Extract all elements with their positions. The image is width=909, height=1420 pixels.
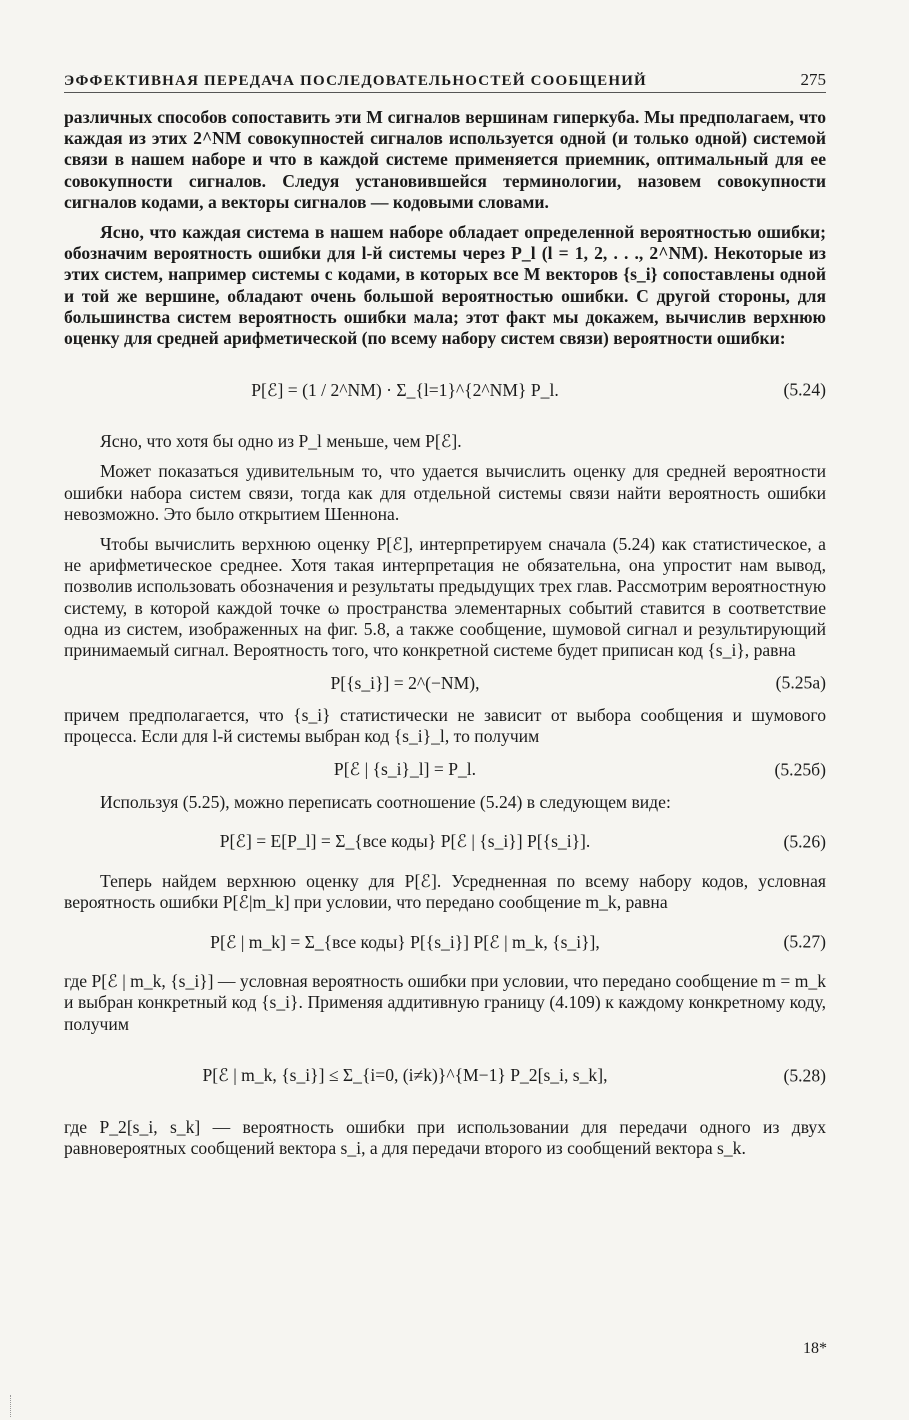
margin-mark [10, 1395, 12, 1417]
equation-body: P[{s_i}] = 2^(−NM), [330, 672, 480, 693]
header-title: ЭФФЕКТИВНАЯ ПЕРЕДАЧА ПОСЛЕДОВАТЕЛЬНОСТЕЙ СООБЩЕНИЙ [64, 73, 647, 89]
paragraph: Может показаться удивительным то, что удается вычислить оценку для средней вероятности ошибки набора систем связи, тогда как для отдельной системы связи найти вероятность ошибки невозможно. Это было открытием Шеннона. [64, 461, 826, 524]
equation-body: P[ℰ | {s_i}_l] = P_l. [333, 759, 477, 780]
paragraph: различных способов сопоставить эти M сигналов вершинам гиперкуба. Мы предполагаем, что каждая из этих 2^NM совокупностей сигналов используется одной (и только одной) системой связи в нашем наборе и что в каждой системе применяется приемник, оптимальный для ее совокупности сигналов. Следуя установившейся терминологии, назовем совокупности сигналов кодами, а векторы сигналов — кодовыми словами. [64, 107, 826, 212]
equation-body: P[ℰ | m_k, {s_i}] ≤ Σ_{i=0, (i≠k)}^{M−1} P_2[s_i, s_k], [202, 1065, 608, 1086]
equation-tag: (5.28) [783, 1065, 826, 1086]
equation [64, 917, 826, 967]
equation [64, 752, 826, 788]
equation-body: P[ℰ] = E[P_l] = Σ_{все коды} P[ℰ | {s_i}] P[{s_i}]. [219, 831, 591, 852]
paragraph: Теперь найдем верхнюю оценку для P[ℰ]. Усредненная по всему набору кодов, условная вероятность ошибки P[ℰ|m_k] при условии, что передано сообщение m_k, равна [64, 870, 826, 913]
equation-body: P[ℰ | m_k] = Σ_{все коды} P[{s_i}] P[ℰ | m_k, {s_i}], [210, 931, 600, 952]
equation-body: P[ℰ] = (1 / 2^NM) · Σ_{l=1}^{2^NM} P_l. [251, 379, 559, 400]
paragraph: Ясно, что хотя бы одно из P_l меньше, чем P[ℰ]. [100, 431, 462, 452]
paragraph: причем предполагается, что {s_i} статистически не зависит от выбора сообщения и шумового процесса. Если для l-й системы выбран код {s_i}_l, то получим [64, 705, 826, 747]
signature-mark: 18* [803, 1340, 827, 1357]
paragraph: где P[ℰ | m_k, {s_i}] — условная вероятность ошибки при условии, что передано сообщение m = m_k и выбран конкретный код {s_i}. Применяя аддитивную границу (4.109) к каждому конкретному коду, получим [64, 971, 826, 1034]
equation-tag: (5.24) [783, 379, 826, 400]
paragraph: Ясно, что каждая система в нашем наборе обладает определенной вероятностью ошибки; обозначим вероятность ошибки для l-й системы через P_l (l = 1, 2, . . ., 2^NM). Некоторые из этих систем, например системы с кодами, в которых все M векторов {s_i} сопоставлены одной и той же вершине, обладают очень большой вероятностью ошибки. С другой стороны, для большинства систем вероятность ошибки мала; этот факт мы докажем, вычислив верхнюю оценку для средней арифметической (по всему набору систем связи) вероятности ошибки: [64, 222, 826, 349]
page [64, 70, 826, 1159]
equation-tag: (5.26) [783, 831, 826, 852]
equation-tag: (5.25б) [774, 759, 826, 780]
page-number: 275 [800, 70, 826, 89]
equation-tag: (5.27) [783, 931, 826, 952]
equation [64, 353, 826, 427]
equation [64, 817, 826, 867]
equation [64, 665, 826, 701]
equation-tag: (5.25a) [775, 672, 826, 693]
paragraph: Используя (5.25), можно переписать соотношение (5.24) в следующем виде: [100, 791, 671, 812]
paragraph: Чтобы вычислить верхнюю оценку P[ℰ], интерпретируем сначала (5.24) как статистическое, а не арифметическое среднее. Хотя такая интерпретация не обязательна, она упростит нам вывод, позволив использовать обозначения и результаты предыдущих трех глав. Рассмотрим вероятностную систему, в которой каждой точке ω пространства элементарных событий ставится в соответствие одна из систем, изображенных на фиг. 5.8, а также сообщение, шумовой сигнал и результирующий принимаемый сигнал. Вероятность того, что конкретной системе будет приписан код {s_i}, равна [64, 534, 826, 661]
running-header [64, 70, 826, 93]
paragraph: где P_2[s_i, s_k] — вероятность ошибки при использовании для передачи одного из двух равновероятных сообщений вектора s_i, а для передачи второго из сообщений вектора s_k. [64, 1116, 826, 1159]
equation [64, 1039, 826, 1113]
